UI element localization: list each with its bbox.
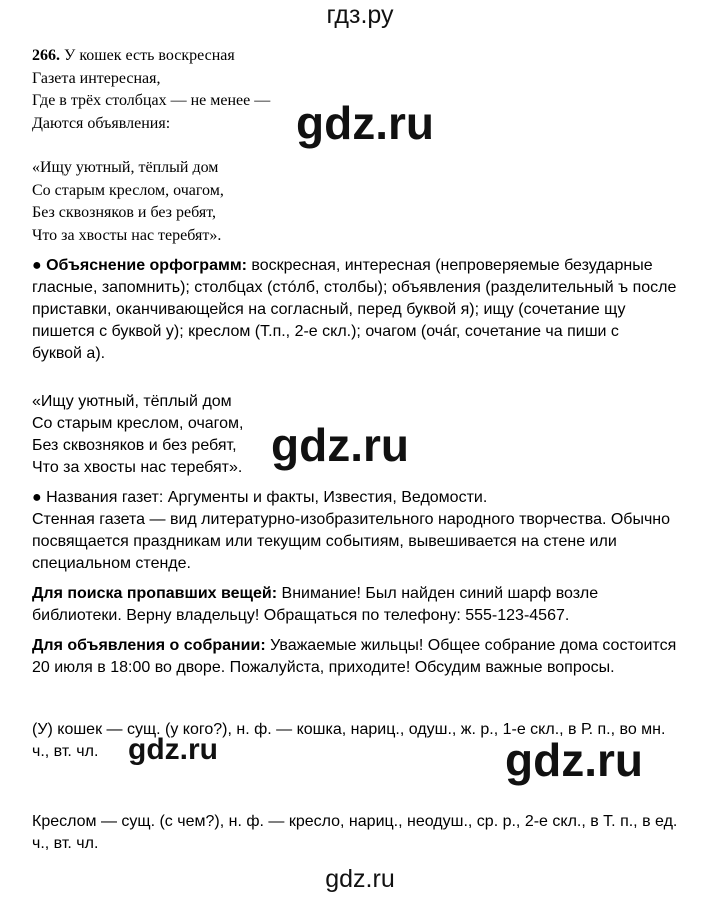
watermark: gdz.ru xyxy=(128,733,218,766)
lost-items-section: Для поиска пропавших вещей: Внимание! Был найден синий шарф возле библиотеки. Верну владельцу! Обращаться по телефону: 555-123-4567. xyxy=(32,583,692,627)
meeting-label: Для объявления о собрании: xyxy=(32,637,266,654)
orthograms-label: Объяснение орфограмм: xyxy=(46,257,247,274)
watermark: gdz.ru xyxy=(505,734,643,786)
poem-line: 266. У кошек есть воскресная xyxy=(32,47,235,64)
analysis-kreslom xyxy=(32,811,692,855)
orthograms-section: ● Объяснение орфограмм: воскресная, интересная (непроверяемые безударные гласные, запомнить); столбцах (стóлб, столбы); объявления (разделительный ъ после приставки, оканчивающейся на согласный, перед буквой я); ищу (сочетание щу пишется с буквой у); креслом (Т.п., 2-е скл.); очагом (очáг, сочетание ча пиши с буквой а). xyxy=(32,255,692,365)
watermark: gdz.ru xyxy=(271,419,409,471)
newspapers-section xyxy=(32,487,692,575)
text-line: ч., вт. чл. xyxy=(32,835,99,852)
text-line: ч., вт. чл. xyxy=(32,743,99,760)
poem-line: Со старым креслом, очагом, xyxy=(32,415,244,432)
text-line: ● Названия газет: Аргументы и факты, Известия, Ведомости. xyxy=(32,489,488,506)
text-line: пишется с буквой у); креслом (Т.п., 2-е скл.); очагом (очáг, сочетание ча пиши с xyxy=(32,323,619,340)
text-line: посвящается праздникам или текущим событиям, вывешивается на стене или xyxy=(32,533,617,550)
text-line: буквой а). xyxy=(32,345,106,362)
lost-items-label: Для поиска пропавших вещей: xyxy=(32,585,278,602)
poem-line: «Ищу уютный, тёплый дом xyxy=(32,159,219,176)
site-footer: gdz.ru xyxy=(325,865,395,893)
text-line: гласные, запомнить); столбцах (стóлб, столбы); объявления (разделительный ъ после xyxy=(32,279,677,296)
watermark: gdz.ru xyxy=(296,97,434,149)
text-line: (У) кошек — сущ. (у кого?), н. ф. — кошка, нариц., одуш., ж. р., 1-е скл., в Р. п., во мн. xyxy=(32,721,666,738)
poem-line: Без сквозняков и без ребят, xyxy=(32,204,216,221)
poem-line: Что за хвосты нас теребят». xyxy=(32,459,243,476)
poem-line: Газета интересная, xyxy=(32,69,161,87)
poem-line: «Ищу уютный, тёплый дом xyxy=(32,393,232,410)
text-line: Креслом — сущ. (с чем?), н. ф. — кресло, нариц., неодуш., ср. р., 2-е скл., в Т. п., в ед. xyxy=(32,813,678,830)
text-line: 20 июля в 18:00 во дворе. Пожалуйста, приходите! Обсудим важные вопросы. xyxy=(32,659,615,676)
poem-line: Где в трёх столбцах — не менее — xyxy=(32,92,271,109)
text-line: библиотеки. Верну владельцу! Обращаться по телефону: 555-123-4567. xyxy=(32,607,570,624)
text-line: специальном стенде. xyxy=(32,555,191,572)
meeting-section: Для объявления о собрании: Уважаемые жильцы! Общее собрание дома состоится 20 июля в 18:00 во дворе. Пожалуйста, приходите! Обсудим важные вопросы. xyxy=(32,635,692,679)
poem-line: Что за хвосты нас теребят». xyxy=(32,226,222,244)
bullet: ● xyxy=(32,257,47,274)
exercise-number: 266. xyxy=(32,47,60,64)
site-header: гдз.ру xyxy=(326,1,394,29)
poem-line: Без сквозняков и без ребят, xyxy=(32,437,237,454)
text-line: Стенная газета — вид литературно-изобразительного народного творчества. Обычно xyxy=(32,511,671,528)
poem-line: Со старым креслом, очагом, xyxy=(32,181,224,199)
text-line: приставки, оканчивающейся на согласный, перед буквой я); ищу (сочетание щу xyxy=(32,301,626,318)
poem-line: Даются объявления: xyxy=(32,114,171,132)
